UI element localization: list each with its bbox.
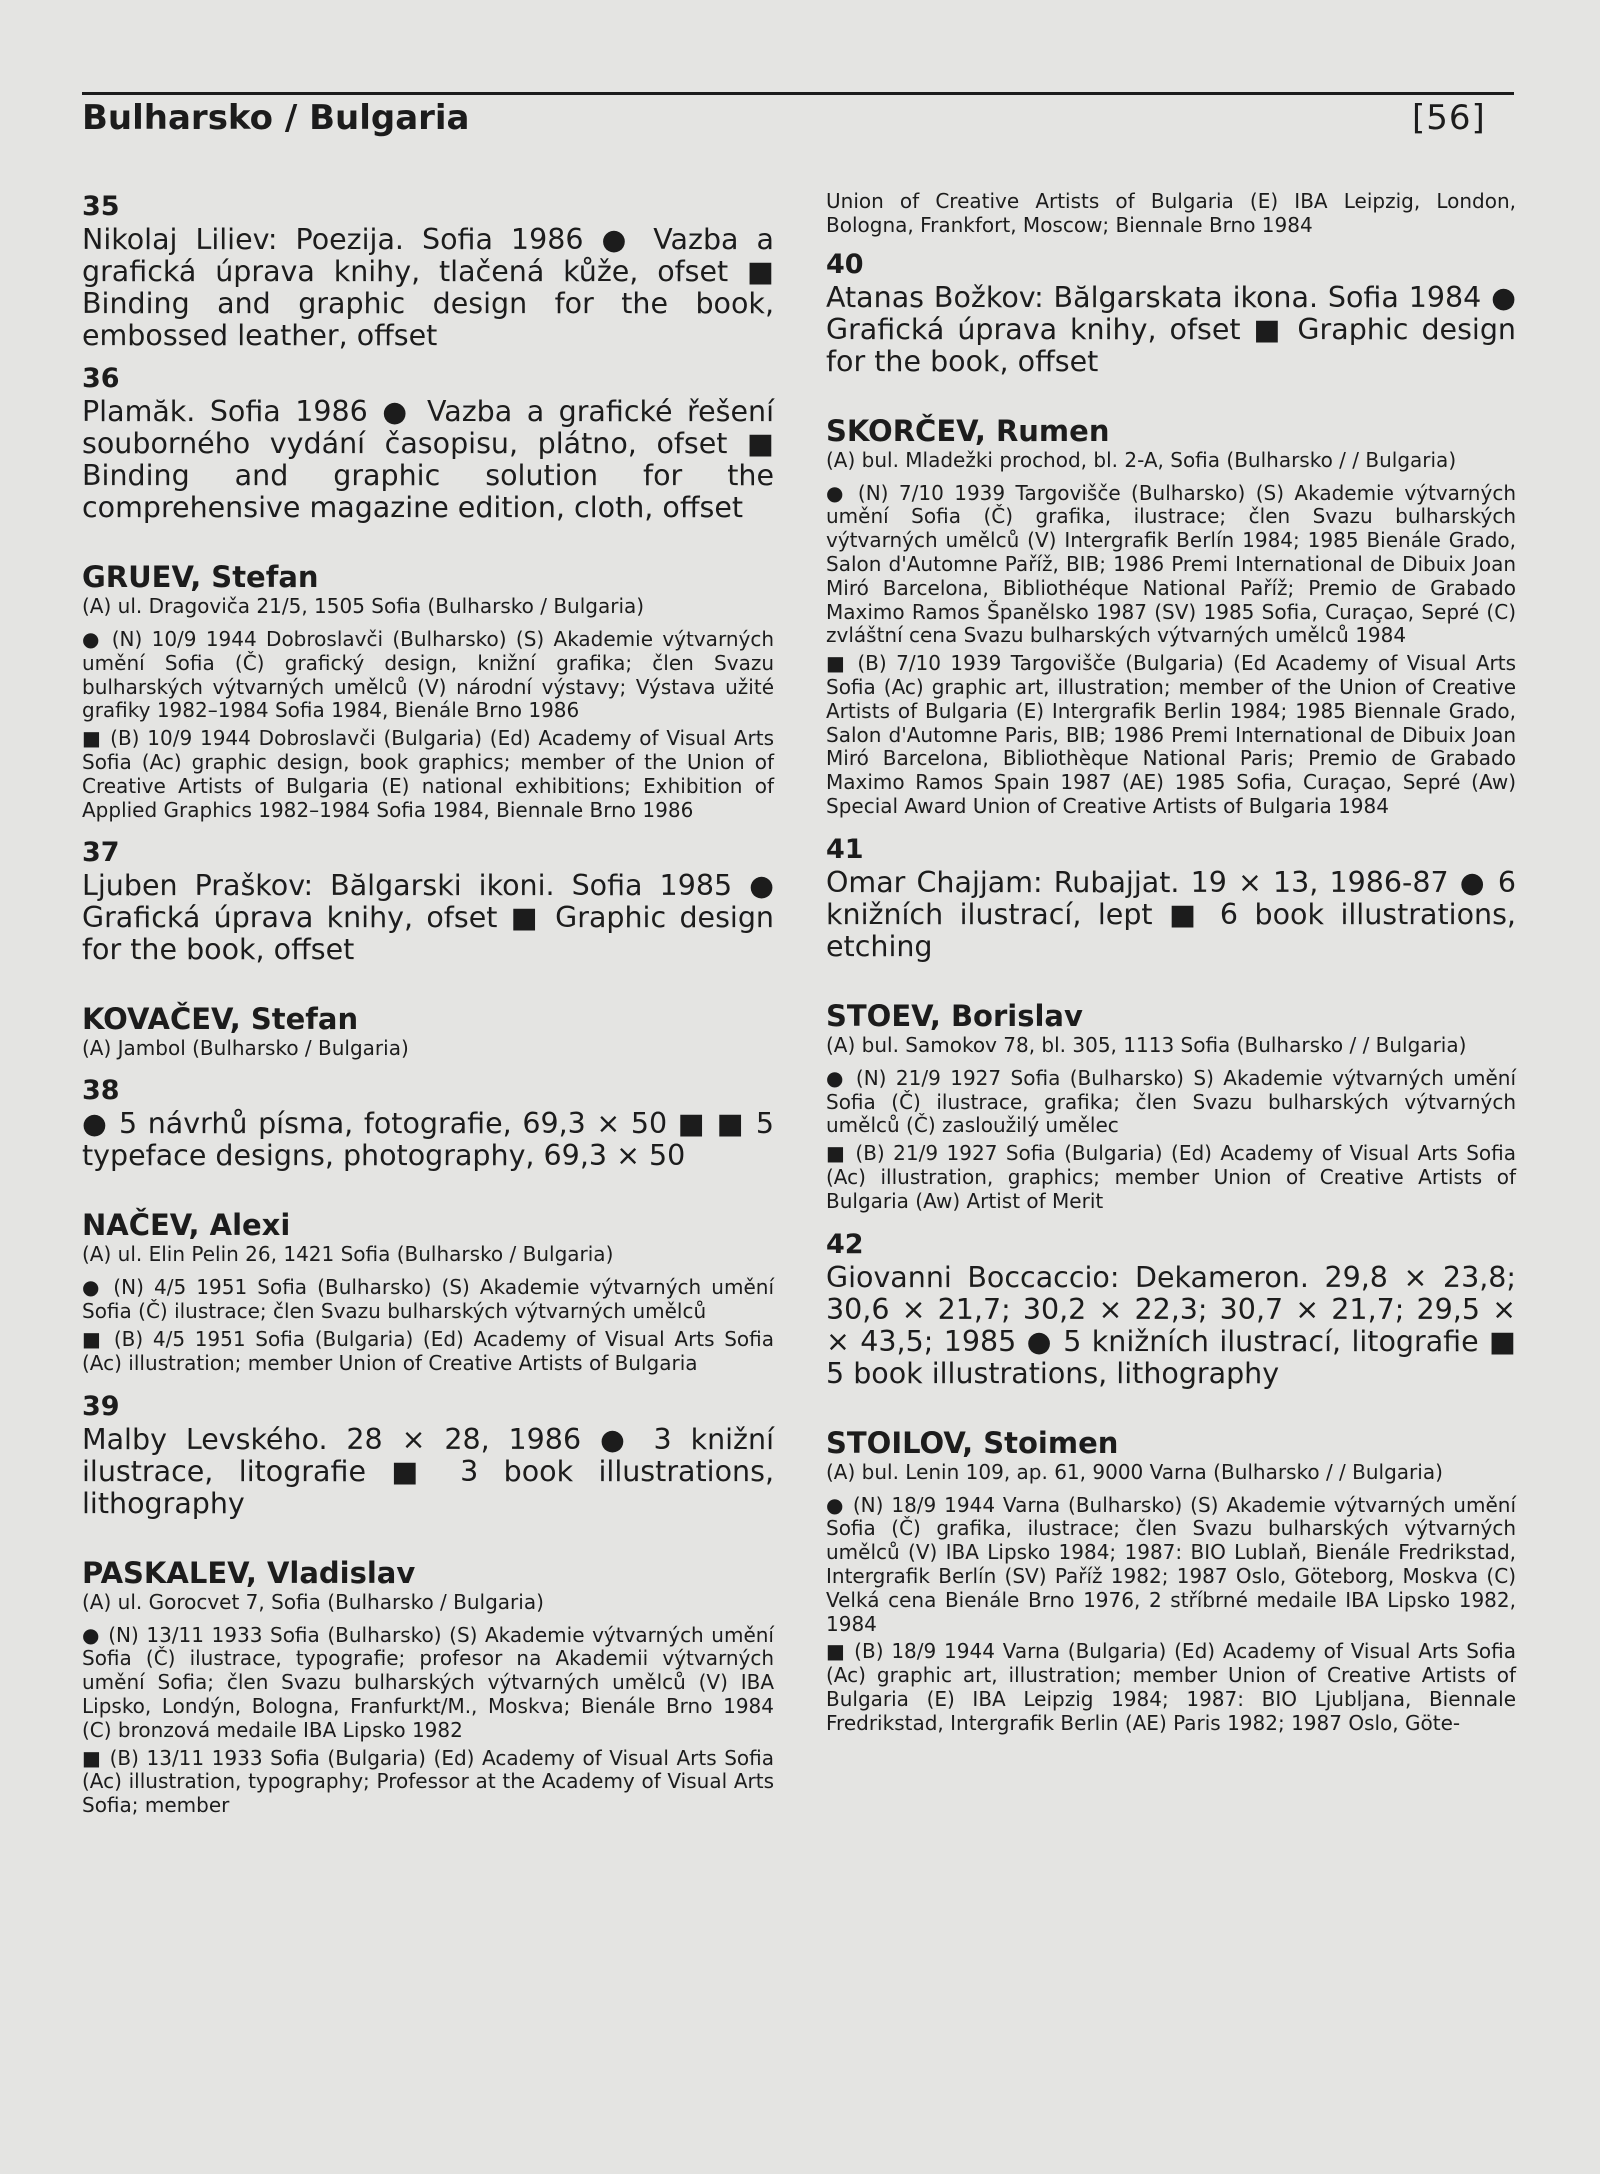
artist-bio-czech: ● (N) 18/9 1944 Varna (Bulharsko) (S) Akademie výtvarných umění Sofia (Č) grafika, ilustrace; člen Svazu bulharských výtvarných umělců (V) IBA Lipsko 1984; 1987: BIO Lublaň, Bienále Fredrikstad, Intergrafik Berlín (SV) Paříž 1982; 1987 Oslo, Göteborg, Moskva (C) Velká cena Bienále Brno 1976, 2 stříbrné medaile IBA Lipsko 1982, 1984: [826, 1492, 1516, 1636]
work-entry-40: [826, 248, 1516, 378]
artist-address: (A) ul. Dragoviča 21/5, 1505 Sofia (Bulharsko / Bulgaria): [82, 594, 645, 618]
work-description: Plamăk. Sofia 1986 ● Vazba a grafické řešení souborného vydání časopisu, plátno, ofset ■ Binding and graphic solution for the comprehensive magazine edition, cloth, offset: [82, 395, 774, 524]
page-title: Bulharsko / Bulgaria: [82, 98, 470, 138]
work-description: Malby Levského. 28 × 28, 1986 ● 3 knižní ilustrace, litografie ■ 3 book illustrations, lithography: [82, 1422, 774, 1520]
artist-address: (A) bul. Mladežki prochod, bl. 2-A, Sofia (Bulharsko / / Bulgaria): [826, 447, 1457, 472]
artist-name: STOEV, Borislav: [826, 998, 1083, 1033]
work-number: 36: [82, 363, 120, 394]
artist-address: (A) Jambol (Bulharsko / Bulgaria): [82, 1036, 409, 1061]
artist-bio-english: ■ (B) 21/9 1927 Sofia (Bulgaria) (Ed) Academy of Visual Arts Sofia (Ac) illustration, graphics; member Union of Creative Artists of Bulgaria (Aw) Artist of Merit: [826, 1141, 1516, 1213]
artist-bio-czech: ● (N) 13/11 1933 Sofia (Bulharsko) (S) Akademie výtvarných umění Sofia (Č) ilustrace, typografie; profesor na Akademii výtvarných umění Sofia; člen Svazu bulharských výtvarných umělců (V) IBA Lipsko, Londýn, Bologna, Franfurkt/M., Moskva; Bienále Brno 1984 (C) bronzová medaile IBA Lipsko 1982: [82, 1622, 774, 1742]
work-number: 38: [82, 1075, 120, 1107]
artist-bio-czech: ● (N) 4/5 1951 Sofia (Bulharsko) (S) Akademie výtvarných umění Sofia (Č) ilustrace; člen Svazu bulharských výtvarných umělců: [82, 1275, 774, 1324]
right-column: [826, 190, 1516, 1736]
work-number: 42: [826, 1228, 864, 1260]
work-description: Giovanni Boccaccio: Dekameron. 29,8 × 23,8; 30,6 × 21,7; 30,2 × 22,3; 30,7 × 21,7; 29,5 × × 43,5; 1985 ● 5 knižních ilustrací, litografie ■ 5 book illustrations, lithography: [826, 1260, 1516, 1390]
work-entry-36: [82, 362, 774, 524]
work-description: Atanas Božkov: Bălgarskata ikona. Sofia 1984 ● Grafická úprava knihy, ofset ■ Graphic design for the book, offset: [826, 280, 1516, 378]
artist-name: STOILOV, Stoimen: [826, 1425, 1119, 1460]
work-number: 41: [826, 833, 864, 865]
work-entry-41: [826, 833, 1516, 963]
artist-address: (A) bul. Lenin 109, ap. 61, 9000 Varna (Bulharsko / / Bulgaria): [826, 1459, 1443, 1484]
artist-bio-czech: ● (N) 10/9 1944 Dobroslavči (Bulharsko) (S) Akademie výtvarných umění Sofia (Č) grafický design, knižní grafika; člen Svazu bulharských výtvarných umělců (V) národní výstavy; Výstava užité grafiky 1982–1984 Sofia 1984, Bienále Brno 1986: [82, 627, 774, 723]
work-number: 37: [82, 837, 120, 869]
work-description: Omar Chajjam: Rubajjat. 19 × 13, 1986-87 ● 6 knižních ilustrací, lept ■ 6 book illustrations, etching: [826, 865, 1516, 963]
artist-entry-skorcev: [826, 414, 1516, 819]
artist-entry-paskalev: [82, 1556, 774, 1818]
work-entry-42: [826, 1228, 1516, 1390]
artist-bio-english: ■ (B) 13/11 1933 Sofia (Bulgaria) (Ed) Academy of Visual Arts Sofia (Ac) illustration, typography; Professor at the Academy of Visual Arts Sofia; member: [82, 1745, 774, 1818]
artist-bio-english: ■ (B) 18/9 1944 Varna (Bulgaria) (Ed) Academy of Visual Arts Sofia (Ac) graphic art, illustration; member Union of Creative Artists of Bulgaria (E) IBA Leipzig 1984; 1987: BIO Ljubljana, Biennale Fredrikstad, Intergrafik Berlin (AE) Paris 1982; 1987 Oslo, Göte-: [826, 1639, 1516, 1735]
work-description: Ljuben Praškov: Bălgarski ikoni. Sofia 1985 ● Grafická úprava knihy, ofset ■ Graphic design for the book, offset: [82, 869, 774, 967]
artist-entry-gruev: [82, 560, 774, 822]
artist-bio-czech: ● (N) 21/9 1927 Sofia (Bulharsko) S) Akademie výtvarných umění Sofia (Č) ilustrace, grafika; člen Svazu bulharských výtvarných umělců (Č) zasloužilý umělec: [826, 1065, 1516, 1138]
artist-name: NAČEV, Alexi: [82, 1208, 291, 1243]
artist-name: PASKALEV, Vladislav: [82, 1555, 416, 1590]
artist-address: (A) bul. Samokov 78, bl. 305, 1113 Sofia (Bulharsko / / Bulgaria): [826, 1032, 1467, 1057]
artist-entry-stoilov: [826, 1426, 1516, 1736]
work-number: 35: [82, 191, 120, 222]
artist-bio-continuation: Union of Creative Artists of Bulgaria (E) IBA Leipzig, London, Bologna, Frankfort, Moscow; Biennale Brno 1984: [826, 189, 1516, 237]
work-entry-37: [82, 836, 774, 966]
work-entry-39: [82, 1390, 774, 1520]
artist-entry-kovacev: [82, 1002, 774, 1060]
artist-bio-czech: ● (N) 7/10 1939 Targovišče (Bulharsko) (S) Akademie výtvarných umění Sofia (Č) grafika, ilustrace; člen Svazu bulharských výtvarných umělců (V) Intergrafik Berlín 1984; 1985 Bienále Grado, Salon d'Automne Paříž, BIB; 1986 Premi International de Dibuix Joan Miró Barcelona, Bibliothéque National Paříž; Premio de Grabado Maximo Ramos Španělsko 1987 (SV) 1985 Sofia, Curaçao, Sepré (C) zvláštní cena Svazu bulharských výtvarných umělců 1984: [826, 480, 1516, 648]
artist-address: (A) ul. Elin Pelin 26, 1421 Sofia (Bulharsko / Bulgaria): [82, 1242, 614, 1267]
artist-name: GRUEV, Stefan: [82, 560, 319, 594]
artist-entry-nacev: [82, 1208, 774, 1375]
artist-address: (A) ul. Gorocvet 7, Sofia (Bulharsko / Bulgaria): [82, 1589, 544, 1614]
work-description: Nikolaj Liliev: Poezija. Sofia 1986 ● Vazba a grafická úprava knihy, tlačená kůže, ofset ■ Binding and graphic design for the book, embossed leather, offset: [82, 223, 774, 352]
header-rule: [82, 92, 1514, 95]
work-entry-38: [82, 1074, 774, 1172]
work-description: ● 5 návrhů písma, fotografie, 69,3 × 50 ■ ■ 5 typeface designs, photography, 69,3 × 50: [82, 1107, 774, 1173]
artist-bio-english: ■ (B) 7/10 1939 Targovišče (Bulgaria) (Ed Academy of Visual Arts Sofia (Ac) graphic art, illustration; member of the Union of Creative Artists of Bulgaria (E) Intergrafik Berlin 1984; 1985 Biennale Grado, Salon d'Automne Paris, BIB; 1986 Premi International de Dibuix Joan Miró Barcelona, Bibliothèque National Paris; Premio de Grabado Maximo Ramos Spain 1987 (AE) 1985 Sofia, Curaçao, Sepré (Aw) Special Award Union of Creative Artists of Bulgaria 1984: [826, 651, 1516, 818]
page-number: [56]: [1412, 98, 1486, 138]
artist-entry-stoev: [826, 999, 1516, 1214]
left-column: [82, 190, 774, 1818]
work-entry-35: [82, 190, 774, 352]
artist-bio-english: ■ (B) 10/9 1944 Dobroslavči (Bulgaria) (Ed) Academy of Visual Arts Sofia (Ac) graphic design, book graphics; member of the Union of Creative Artists of Bulgaria (E) national exhibitions; Exhibition of Applied Graphics 1982–1984 Sofia 1984, Biennale Brno 1986: [82, 726, 774, 822]
work-number: 40: [826, 248, 864, 280]
artist-name: KOVAČEV, Stefan: [82, 1002, 359, 1037]
work-number: 39: [82, 1390, 120, 1422]
artist-name: SKORČEV, Rumen: [826, 413, 1110, 448]
artist-bio-english: ■ (B) 4/5 1951 Sofia (Bulgaria) (Ed) Academy of Visual Arts Sofia (Ac) illustration; member Union of Creative Artists of Bulgaria: [82, 1326, 774, 1375]
